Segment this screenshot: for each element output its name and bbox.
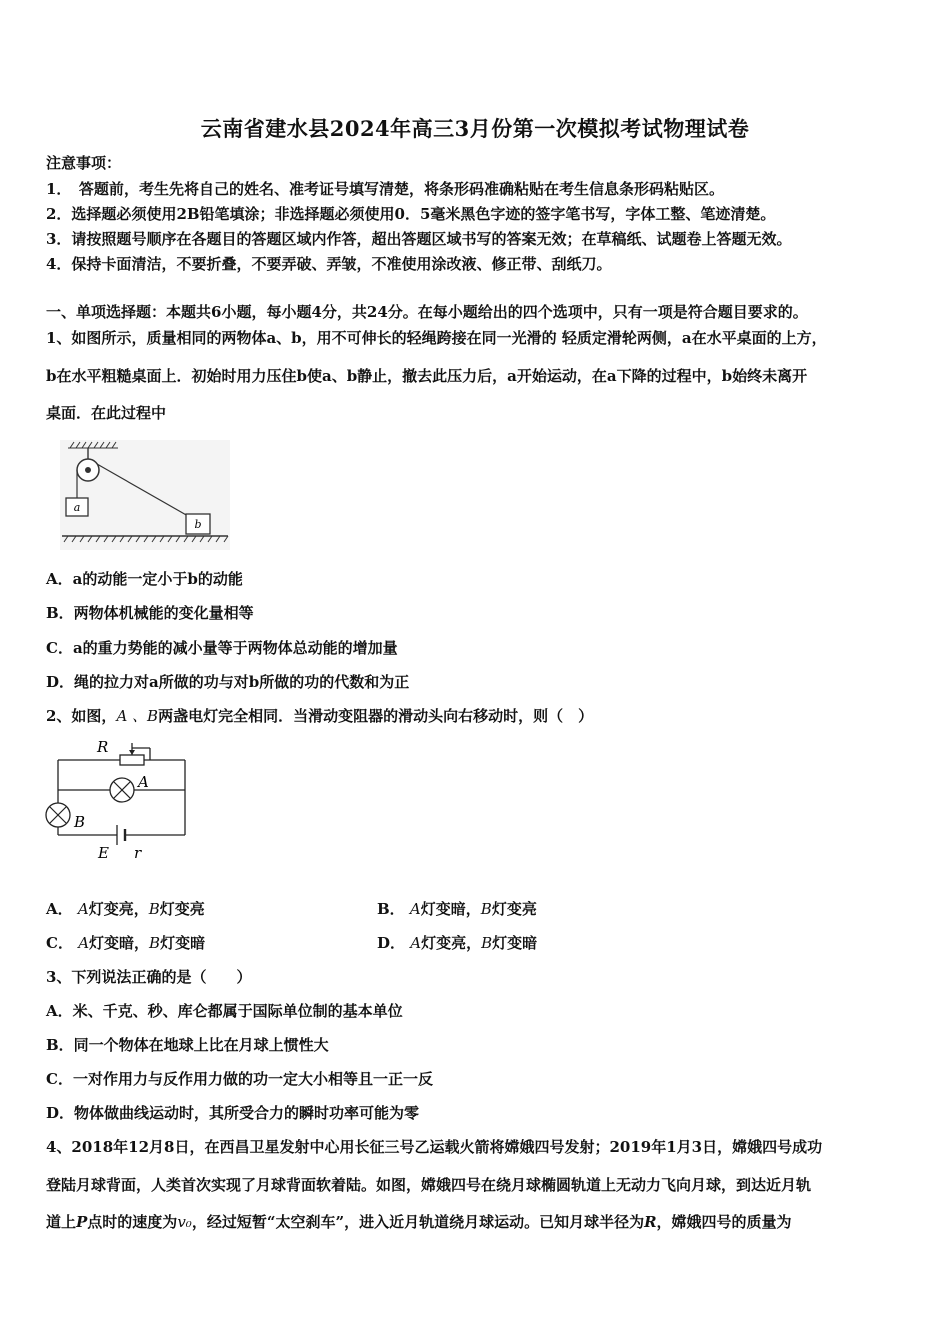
q1-option: D．绳的拉力对a所做的功与对b所做的功的代数和为正 — [46, 673, 410, 691]
internal-resistance-label: r — [134, 844, 142, 862]
option-text: 灯变亮 — [159, 900, 205, 918]
q3-option: B．同一个物体在地球上比在月球上惯性大 — [46, 1036, 329, 1054]
option-var: A — [410, 934, 422, 952]
q2-stem-vars: A 、B — [116, 707, 159, 725]
option-text: 灯变暗 — [160, 934, 206, 952]
page-title: 云南省建水县2024年高三3月份第一次模拟考试物理试卷 — [200, 116, 750, 141]
q4-text: ，嫦娥四号的质量为 — [656, 1213, 792, 1231]
notice-item: 3．请按照题号顺序在各题目的答题区域内作答，超出答题区域书写的答案无效；在草稿纸、试题卷上答题无效。 — [46, 230, 792, 248]
q4-var-p: P — [76, 1213, 88, 1231]
block-a-label: a — [73, 501, 81, 514]
q3-option: D．物体做曲线运动时，其所受合力的瞬时功率可能为零 — [46, 1104, 420, 1122]
option-text: 灯变暗， — [89, 934, 150, 952]
slider-arrow — [129, 750, 135, 755]
q4-stem-line: 登陆月球背面，人类首次实现了月球背面软着陆。如图，嫦娥四号在绕月球椭圆轨道上无动力飞向月球，到达近月轨 — [46, 1176, 812, 1194]
notice-heading: 注意事项： — [46, 154, 122, 172]
q1-stem-line: 1、如图所示，质量相同的两物体a、b，用不可伸长的轻绳跨接在同一光滑的 轻质定滑轮两侧，a在水平桌面的上方， — [46, 329, 827, 347]
option-letter: D． — [377, 934, 406, 952]
rheostat-label: R — [97, 738, 109, 756]
q2-circuit-figure — [42, 735, 192, 865]
section-heading: 一、单项选择题：本题共6小题，每小题4分，共24分。在每小题给出的四个选项中，只有一项是符合题目要求的。 — [46, 303, 808, 321]
emf-label: E — [98, 844, 109, 862]
notice-item: 2．选择题必须使用2B铅笔填涂；非选择题必须使用0．5毫米黑色字迹的签字笔书写，字体工整、笔迹清楚。 — [46, 205, 776, 223]
q1-option: B．两物体机械能的变化量相等 — [46, 604, 254, 622]
q3-stem: 3、下列说法正确的是（ ） — [46, 968, 252, 986]
lamp-b — [46, 803, 70, 827]
option-letter: B． — [377, 900, 405, 918]
q2-option-b — [377, 898, 537, 919]
pulley-axle — [85, 467, 91, 473]
q1-option: C．a的重力势能的减小量等于两物体总动能的增加量 — [46, 639, 398, 657]
option-var: A — [77, 900, 89, 918]
q4-text: ，经过短暂“太空刹车”，进入近月轨道绕月球运动。已知月球半径为 — [191, 1213, 645, 1231]
q4-stem-line: 4、2018年12月8日，在西昌卫星发射中心用长征三号乙运载火箭将嫦娥四号发射；2019年1月3日，嫦娥四号成功 — [46, 1138, 823, 1156]
option-var: B — [481, 934, 493, 952]
q4-var-v0: v₀ — [177, 1213, 192, 1231]
q2-option-a — [46, 898, 205, 919]
q3-option: C．一对作用力与反作用力做的功一定大小相等且一正一反 — [46, 1070, 433, 1088]
option-letter: A． — [46, 900, 73, 918]
option-var: A — [409, 900, 421, 918]
option-text: 灯变暗 — [492, 934, 538, 952]
option-var: B — [148, 900, 160, 918]
notice-item: 1． 答题前，考生先将自己的姓名、准考证号填写清楚，将条形码准确粘贴在考生信息条形码粘贴区。 — [46, 180, 724, 198]
q3-option: A．米、千克、秒、库仑都属于国际单位制的基本单位 — [46, 1002, 403, 1020]
option-text: 灯变亮 — [491, 900, 537, 918]
block-b-label: b — [194, 518, 202, 531]
q4-text: 点时的速度为 — [87, 1213, 178, 1231]
q1-stem-line: b在水平粗糙桌面上．初始时用力压住b使a、b静止，撤去此压力后，a开始运动，在a下降的过程中，b始终未离开 — [46, 367, 808, 385]
rheostat — [120, 755, 144, 765]
q4-stem-line — [46, 1211, 792, 1232]
q4-var-r: R — [644, 1213, 657, 1231]
q2-stem-post: 两盏电灯完全相同．当滑动变阻器的滑动头向右移动时，则（ ） — [158, 707, 594, 725]
q4-text: 道上 — [46, 1213, 77, 1231]
q1-pulley-figure — [60, 440, 230, 550]
lamp-a-label: A — [138, 773, 149, 791]
lamp-a — [110, 778, 134, 802]
option-var: B — [480, 900, 492, 918]
option-var: A — [78, 934, 90, 952]
notice-item: 4．保持卡面清洁，不要折叠，不要弄破、弄皱，不准使用涂改液、修正带、刮纸刀。 — [46, 255, 612, 273]
q2-option-d — [377, 932, 537, 953]
q2-stem-pre: 2、如图， — [46, 707, 117, 725]
option-text: 灯变暗， — [420, 900, 481, 918]
option-text: 灯变亮， — [88, 900, 149, 918]
option-letter: C． — [46, 934, 73, 952]
q1-option: A．a的动能一定小于b的动能 — [46, 570, 243, 588]
option-text: 灯变亮， — [421, 934, 482, 952]
q1-stem-line: 桌面．在此过程中 — [46, 404, 167, 422]
q2-option-c — [46, 932, 205, 953]
q2-stem — [46, 705, 593, 726]
option-var: B — [149, 934, 161, 952]
lamp-b-label: B — [74, 813, 86, 831]
